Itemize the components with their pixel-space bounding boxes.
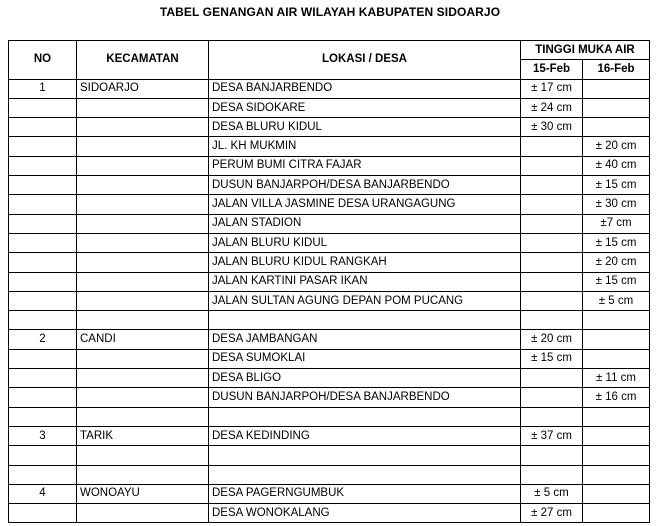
cell-16-feb: ± 11 cm (583, 369, 650, 388)
cell-no (9, 98, 77, 117)
cell-no: 3 (9, 426, 77, 445)
table-row (9, 253, 650, 272)
cell-15-feb: ± 20 cm (521, 330, 583, 349)
cell-no (9, 156, 77, 175)
cell-16-feb: ± 20 cm (583, 253, 650, 272)
cell-15-feb: ± 27 cm (521, 504, 583, 523)
cell-kecamatan: WONOAYU (77, 484, 209, 503)
cell-kecamatan (77, 504, 209, 523)
cell-16-feb (583, 446, 650, 465)
cell-kecamatan (77, 176, 209, 195)
cell-15-feb (521, 446, 583, 465)
header-no: NO (9, 41, 77, 80)
cell-15-feb (521, 253, 583, 272)
cell-lokasi: DESA SUMOKLAI (209, 349, 521, 368)
cell-no (9, 272, 77, 291)
table-row (9, 214, 650, 233)
cell-kecamatan (77, 233, 209, 252)
cell-16-feb: ± 5 cm (583, 291, 650, 310)
cell-kecamatan (77, 291, 209, 310)
cell-15-feb (521, 407, 583, 426)
cell-kecamatan (77, 349, 209, 368)
header-lokasi: LOKASI / DESA (209, 41, 521, 80)
cell-kecamatan (77, 156, 209, 175)
table-row (9, 388, 650, 407)
cell-kecamatan (77, 369, 209, 388)
cell-kecamatan (77, 446, 209, 465)
cell-no (9, 407, 77, 426)
cell-no: 4 (9, 484, 77, 503)
cell-15-feb (521, 369, 583, 388)
cell-16-feb (583, 330, 650, 349)
cell-15-feb: ± 5 cm (521, 484, 583, 503)
cell-lokasi: DESA BANJARBENDO (209, 79, 521, 98)
cell-15-feb (521, 176, 583, 195)
cell-15-feb (521, 195, 583, 214)
cell-16-feb: ± 15 cm (583, 176, 650, 195)
table-row (9, 465, 650, 484)
cell-kecamatan (77, 465, 209, 484)
cell-lokasi: DUSUN BANJARPOH/DESA BANJARBENDO (209, 176, 521, 195)
cell-kecamatan: TARIK (77, 426, 209, 445)
cell-15-feb (521, 388, 583, 407)
cell-kecamatan: SIDOARJO (77, 79, 209, 98)
table-row (9, 176, 650, 195)
table-row (9, 98, 650, 117)
cell-lokasi: DESA WONOKALANG (209, 504, 521, 523)
cell-16-feb: ± 30 cm (583, 195, 650, 214)
table-row (9, 349, 650, 368)
cell-15-feb (521, 156, 583, 175)
cell-15-feb: ± 37 cm (521, 426, 583, 445)
cell-15-feb (521, 233, 583, 252)
cell-no (9, 311, 77, 330)
cell-lokasi (209, 407, 521, 426)
cell-kecamatan (77, 253, 209, 272)
cell-15-feb (521, 214, 583, 233)
table-row (9, 118, 650, 137)
cell-no (9, 465, 77, 484)
cell-16-feb (583, 79, 650, 98)
cell-lokasi (209, 465, 521, 484)
cell-16-feb: ±7 cm (583, 214, 650, 233)
cell-no (9, 369, 77, 388)
cell-kecamatan (77, 272, 209, 291)
header-tinggi-muka-air: TINGGI MUKA AIR (521, 41, 650, 60)
cell-kecamatan (77, 311, 209, 330)
header-kecamatan: KECAMATAN (77, 41, 209, 80)
cell-lokasi: PERUM BUMI CITRA FAJAR (209, 156, 521, 175)
cell-lokasi: JALAN BLURU KIDUL RANGKAH (209, 253, 521, 272)
cell-15-feb: ± 30 cm (521, 118, 583, 137)
cell-15-feb (521, 311, 583, 330)
cell-15-feb (521, 291, 583, 310)
cell-16-feb: ± 15 cm (583, 272, 650, 291)
cell-16-feb: ± 15 cm (583, 233, 650, 252)
cell-no (9, 118, 77, 137)
cell-kecamatan (77, 98, 209, 117)
table-row (9, 330, 650, 349)
cell-kecamatan (77, 137, 209, 156)
flood-table (8, 40, 650, 523)
table-row (9, 504, 650, 523)
cell-15-feb: ± 17 cm (521, 79, 583, 98)
cell-no (9, 233, 77, 252)
cell-16-feb (583, 349, 650, 368)
cell-16-feb (583, 465, 650, 484)
table-body (9, 79, 650, 523)
cell-kecamatan (77, 214, 209, 233)
cell-lokasi: DESA KEDINDING (209, 426, 521, 445)
cell-lokasi: DESA SIDOKARE (209, 98, 521, 117)
cell-16-feb (583, 504, 650, 523)
cell-no (9, 291, 77, 310)
page-title: TABEL GENANGAN AIR WILAYAH KABUPATEN SIDOARJO (159, 5, 501, 19)
cell-lokasi: JALAN VILLA JASMINE DESA URANGAGUNG (209, 195, 521, 214)
cell-15-feb (521, 272, 583, 291)
cell-kecamatan (77, 388, 209, 407)
cell-16-feb (583, 484, 650, 503)
table-row (9, 137, 650, 156)
cell-no (9, 176, 77, 195)
table-row (9, 407, 650, 426)
cell-15-feb: ± 24 cm (521, 98, 583, 117)
cell-lokasi (209, 311, 521, 330)
table-row (9, 156, 650, 175)
cell-16-feb: ± 16 cm (583, 388, 650, 407)
cell-no (9, 446, 77, 465)
cell-lokasi: JALAN KARTINI PASAR IKAN (209, 272, 521, 291)
header-date-16-feb: 16-Feb (583, 60, 650, 79)
table-row (9, 311, 650, 330)
table-row (9, 79, 650, 98)
cell-16-feb (583, 407, 650, 426)
table-row (9, 195, 650, 214)
table-row (9, 426, 650, 445)
cell-lokasi: DESA PAGERNGUMBUK (209, 484, 521, 503)
header-date-15-feb: 15-Feb (521, 60, 583, 79)
cell-16-feb (583, 311, 650, 330)
cell-lokasi: DESA JAMBANGAN (209, 330, 521, 349)
table-row (9, 484, 650, 503)
table-row (9, 233, 650, 252)
cell-lokasi: DESA BLURU KIDUL (209, 118, 521, 137)
cell-no (9, 195, 77, 214)
table-row (9, 369, 650, 388)
cell-no: 1 (9, 79, 77, 98)
cell-15-feb: ± 15 cm (521, 349, 583, 368)
cell-16-feb (583, 426, 650, 445)
cell-16-feb (583, 98, 650, 117)
cell-no: 2 (9, 330, 77, 349)
cell-no (9, 388, 77, 407)
cell-15-feb (521, 137, 583, 156)
cell-lokasi: JALAN BLURU KIDUL (209, 233, 521, 252)
cell-no (9, 137, 77, 156)
cell-lokasi: JL. KH MUKMIN (209, 137, 521, 156)
cell-16-feb: ± 40 cm (583, 156, 650, 175)
cell-kecamatan (77, 118, 209, 137)
cell-kecamatan (77, 407, 209, 426)
cell-lokasi: JALAN SULTAN AGUNG DEPAN POM PUCANG (209, 291, 521, 310)
cell-lokasi: JALAN STADION (209, 214, 521, 233)
cell-no (9, 214, 77, 233)
cell-16-feb (583, 118, 650, 137)
table-row (9, 291, 650, 310)
cell-kecamatan: CANDI (77, 330, 209, 349)
cell-kecamatan (77, 195, 209, 214)
cell-lokasi (209, 446, 521, 465)
cell-15-feb (521, 465, 583, 484)
cell-no (9, 253, 77, 272)
cell-lokasi: DUSUN BANJARPOH/DESA BANJARBENDO (209, 388, 521, 407)
table-row (9, 272, 650, 291)
cell-lokasi: DESA BLIGO (209, 369, 521, 388)
table-row (9, 446, 650, 465)
cell-no (9, 504, 77, 523)
cell-no (9, 349, 77, 368)
cell-16-feb: ± 20 cm (583, 137, 650, 156)
